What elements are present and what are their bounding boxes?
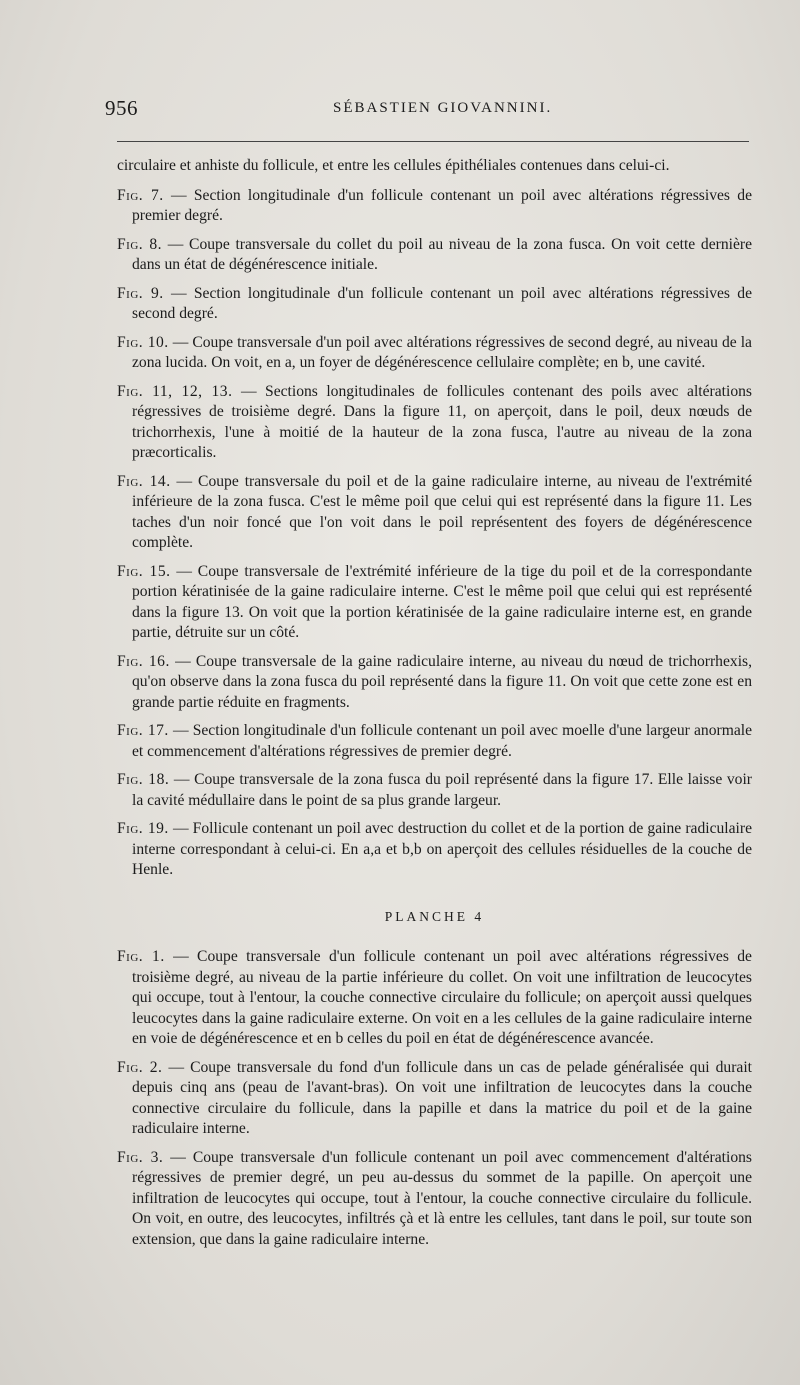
figure-description: — Follicule contenant un poil avec destruction du collet et de la portion de gaine radiculaire interne correspondant à celui-ci. En a,a et b,b on aperçoit des cellules résiduelles de la couche de Henle. [132, 820, 752, 878]
figure-legend-entry [117, 333, 752, 374]
figure-label: Fig. 8. [117, 235, 163, 253]
figure-legend-entry [117, 1148, 752, 1251]
page-number: 956 [105, 96, 138, 120]
figure-label: Fig. 10. [117, 333, 169, 351]
figure-legend-entry [117, 652, 752, 714]
figure-description: — Coupe transversale d'un follicule contenant un poil avec commencement d'altérations régressives de premier degré, un peu au-dessus du sommet de la papille. On aperçoit une infiltration de leucocytes qui occupe, tout à l'entour, la couche connective circulaire du follicule. On voit, en outre, des leucocytes, infiltrés çà et là entre les cellules, tant dans le poil, sur toute son extension, que dans la gaine radiculaire interne. [132, 1148, 752, 1248]
figure-description: — Coupe transversale de l'extrémité inférieure de la tige du poil et de la correspondante portion kératinisée de la gaine radiculaire interne. C'est le même poil que celui qui est représenté dans la figure 13. On voit que la portion kératinisée de la gaine radiculaire interne est, en grande partie, détruite sur un côté. [132, 562, 752, 641]
figure-description: — Section longitudinale d'un follicule contenant un poil avec moelle d'une largeur anormale et commencement d'altérations régressives de premier degré. [132, 722, 752, 760]
figure-description: — Coupe transversale de la gaine radiculaire interne, au niveau du nœud de trichorrhexis, qu'on observe dans la zona fusca du poil représenté dans la figure 11. On voit que cette zone est en grande partie réduite en fragments. [132, 652, 752, 711]
figure-legend-entry [117, 235, 752, 276]
figure-legend-entry [117, 770, 752, 811]
figure-label: Fig. 3. [117, 1148, 164, 1166]
figure-legend-entry [117, 284, 752, 325]
figure-label: Fig. 11, 12, 13. [117, 382, 233, 400]
header-rule [117, 141, 749, 142]
figure-description: — Coupe transversale d'un follicule contenant un poil avec altérations régressives de troisième degré, au niveau de la partie inférieure du collet. On voit une infiltration de leucocytes qui occupe, tout à l'entour, la couche connective circulaire du follicule; on aperçoit aussi quelques leucocytes dans la gaine radiculaire externe. On voit en a les cellules de la gaine radiculaire interne en voie de dégénérescence et en b celles du poil en état de dégénérescence avancée. [132, 948, 752, 1047]
figure-description: — Coupe transversale d'un poil avec altérations régressives de second degré, au niveau de la zona lucida. On voit, en a, un foyer de dégénérescence cellulaire complète; en b, une cavité. [132, 333, 752, 371]
figure-legend-entry [117, 947, 752, 1050]
figure-description: — Section longitudinale d'un follicule contenant un poil avec altérations régressives de premier degré. [132, 186, 752, 224]
figure-legend-entry [117, 186, 752, 227]
figure-description: — Section longitudinale d'un follicule contenant un poil avec altérations régressives de second degré. [132, 284, 752, 322]
plate-legend-list [117, 947, 752, 1250]
figure-description: — Coupe transversale du fond d'un follicule dans un cas de pelade généralisée qui durait depuis cinq ans (peau de l'avant-bras). On voit une infiltration de leucocytes dans la couche connective circulaire du follicule, dans la papille et dans la matrice du poil et de la gaine radiculaire interne. [132, 1058, 752, 1137]
figure-description: — Coupe transversale de la zona fusca du poil représenté dans la figure 17. Elle laisse voir la cavité médullaire dans le point de sa plus grande largeur. [132, 771, 752, 809]
figure-label: Fig. 14. [117, 472, 171, 490]
figure-legend-entry [117, 721, 752, 762]
figure-label: Fig. 9. [117, 284, 164, 302]
figure-legend-entry [117, 382, 752, 464]
figure-label: Fig. 15. [117, 562, 171, 580]
figure-label: Fig. 17. [117, 722, 169, 739]
document-body [117, 156, 752, 1258]
running-head: SÉBASTIEN GIOVANNINI. [333, 100, 553, 116]
plate-title: PLANCHE 4 [384, 908, 485, 924]
figure-label: Fig. 2. [117, 1058, 163, 1076]
figure-legend-entry [117, 472, 752, 554]
figure-legend-entry [117, 1058, 752, 1140]
continuation-paragraph: circulaire et anhiste du follicule, et entre les cellules épithéliales contenues dans celui-ci. [117, 157, 670, 174]
figure-legend-entry [117, 819, 752, 881]
figure-legend-list [117, 186, 752, 881]
figure-label: Fig. 1. [117, 948, 165, 965]
figure-label: Fig. 18. [117, 771, 170, 788]
page-header [105, 96, 753, 126]
figure-legend-entry [117, 562, 752, 644]
figure-label: Fig. 19. [117, 820, 169, 837]
figure-description: — Coupe transversale du poil et de la gaine radiculaire interne, au niveau de l'extrémité inférieure de la zona fusca. C'est le même poil que celui qui est représenté dans la figure 11. Les taches d'un noir foncé que l'on voit dans le poil représentent des foyers de dégénérescence complète. [132, 472, 752, 551]
figure-label: Fig. 7. [117, 186, 164, 204]
figure-description: — Coupe transversale du collet du poil au niveau de la zona fusca. On voit cette dernière dans un état de dégénérescence initiale. [132, 235, 752, 273]
figure-label: Fig. 16. [117, 652, 170, 670]
figure-description: — Sections longitudinales de follicules contenant des poils avec altérations régressives de troisième degré. Dans la figure 11, on aperçoit, dans le poil, deux nœuds de trichorrhexis, l'une à moitié de la hauteur de la zona fusca, l'autre au niveau de la zona præcorticalis. [132, 382, 752, 461]
